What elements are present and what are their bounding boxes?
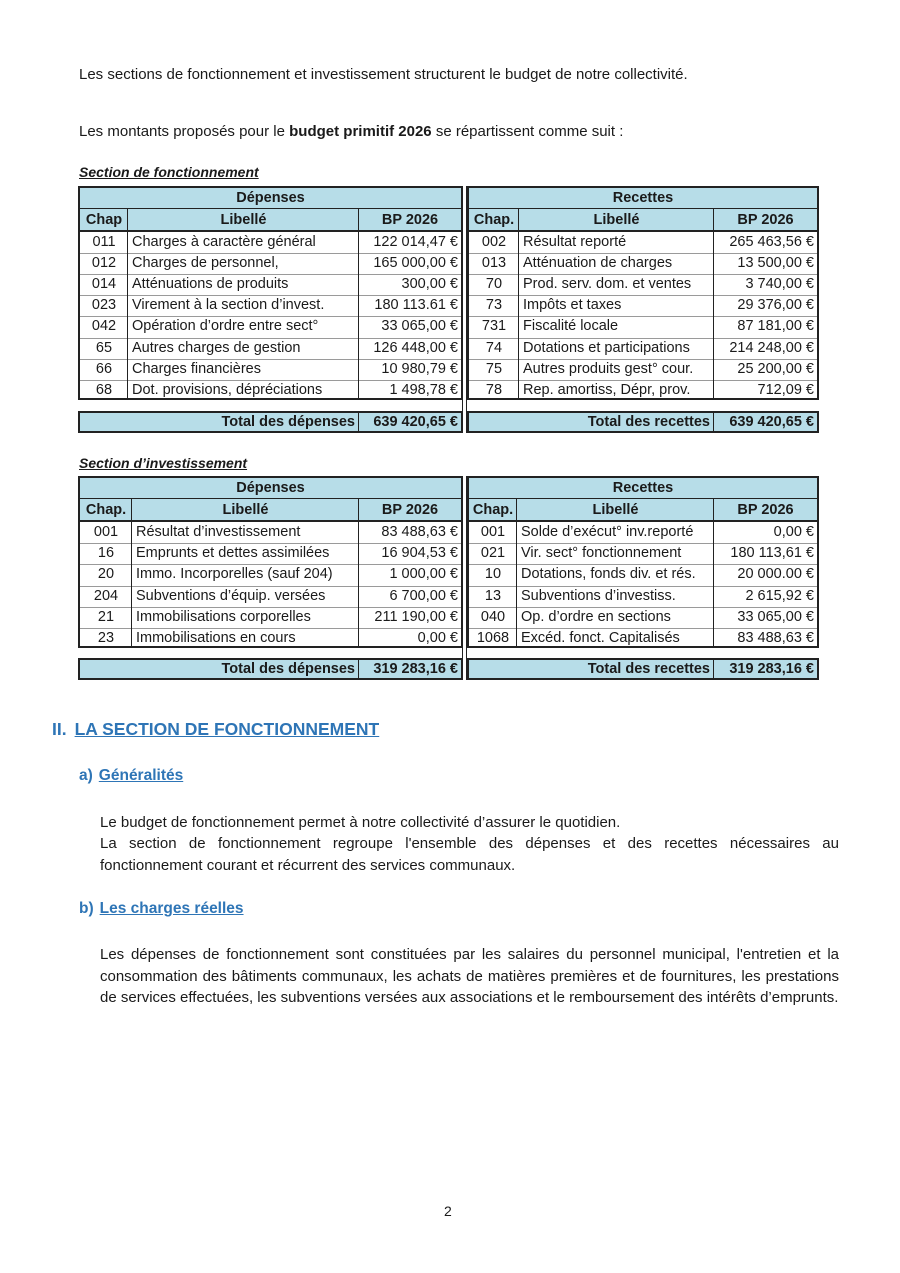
heading-number: II. — [52, 719, 67, 739]
column-divider — [358, 209, 359, 398]
libelle-cell: Autres produits gest° cour. — [523, 360, 694, 377]
total-label: Total des recettes — [587, 661, 710, 677]
recettes-grid — [467, 186, 819, 400]
libelle-cell: Fiscalité locale — [523, 318, 619, 335]
libelle-cell: Atténuation de charges — [523, 255, 673, 272]
libelle-cell: Charges de personnel, — [132, 255, 279, 272]
bp-cell: 180 113.61 € — [374, 297, 458, 314]
intro-paragraph: Les sections de fonctionnement et investissement structurent le budget de notre collectivité. — [79, 66, 688, 83]
chap-cell: 040 — [480, 608, 506, 625]
col-header-libelle: Libellé — [519, 209, 714, 231]
libelle-cell: Dot. provisions, dépréciations — [132, 381, 323, 398]
section-investissement-title: Section d’investissement — [79, 455, 248, 471]
bp-cell: 265 463,56 € — [729, 234, 814, 250]
depenses-total-row — [78, 411, 463, 433]
chap-cell: 70 — [485, 276, 503, 293]
libelle-cell: Résultat d’investissement — [136, 524, 301, 540]
row-divider — [469, 208, 817, 209]
chap-cell: 021 — [480, 545, 506, 562]
heading-title: LA SECTION DE FONCTIONNEMENT — [74, 719, 380, 739]
bp-cell: 16 904,53 € — [381, 545, 458, 562]
chap-cell: 731 — [481, 318, 507, 335]
column-divider — [127, 209, 128, 398]
chap-cell: 21 — [97, 608, 115, 625]
col-header-bp: BP 2026 — [359, 209, 461, 231]
chap-cell: 68 — [95, 381, 113, 398]
col-header-libelle: Libellé — [517, 499, 714, 521]
row-divider — [469, 498, 817, 499]
bp-cell: 87 181,00 € — [737, 318, 814, 335]
libelle-cell: Charges à caractère général — [132, 234, 316, 250]
subheading-title: Les charges réelles — [99, 900, 244, 917]
chap-cell: 75 — [485, 360, 503, 377]
subheading-title: Généralités — [98, 767, 184, 784]
libelle-cell: Emprunts et dettes assimilées — [136, 545, 330, 562]
chap-cell: 13 — [484, 587, 502, 604]
heading-generalites — [79, 767, 183, 785]
chap-cell: 014 — [91, 276, 117, 293]
intro-suffix: se répartissent comme suit : — [431, 123, 624, 140]
depenses-grid — [78, 476, 463, 648]
total-label: Total des recettes — [587, 414, 710, 430]
bp-cell: 33 065,00 € — [381, 318, 458, 335]
chap-cell: 78 — [485, 381, 503, 398]
libelle-cell: Excéd. fonct. Capitalisés — [521, 630, 680, 646]
libelle-cell: Immobilisations corporelles — [136, 608, 311, 625]
libelle-cell: Résultat reporté — [523, 234, 627, 250]
chap-cell: 001 — [93, 524, 119, 540]
bp-cell: 29 376,00 € — [737, 297, 814, 314]
libelle-cell: Virement à la section d’invest. — [132, 297, 325, 314]
bp-cell: 211 190,00 € — [374, 608, 458, 625]
bp-cell: 300,00 € — [401, 276, 458, 293]
depenses-total-row — [78, 658, 463, 680]
row-divider — [80, 208, 461, 209]
col-header-bp: BP 2026 — [714, 499, 817, 521]
bp-cell: 0,00 € — [773, 524, 814, 540]
bp-cell: 3 740,00 € — [745, 276, 814, 293]
col-header-chap: Chap. — [469, 499, 517, 521]
double-divider — [462, 186, 467, 433]
bp-cell: 20 000.00 € — [737, 566, 814, 583]
column-divider — [518, 209, 519, 398]
libelle-cell: Impôts et taxes — [523, 297, 622, 314]
recettes-total-row — [467, 411, 819, 433]
bp-cell: 214 248,00 € — [729, 339, 814, 356]
bp-cell: 0,00 € — [417, 630, 458, 646]
generalites-para2: La section de fonctionnement regroupe l'ensemble des dépenses et des recettes nécessaires au fonctionnement courant et récurrent des services communaux. — [100, 835, 839, 874]
bp-cell: 165 000,00 € — [373, 255, 458, 272]
subheading-label: a) — [79, 767, 93, 784]
total-label: Total des dépenses — [221, 661, 355, 677]
recettes-grid — [467, 476, 819, 648]
chap-cell: 16 — [97, 545, 115, 562]
libelle-cell: Rep. amortiss, Dépr, prov. — [523, 381, 691, 398]
bp-cell: 10 980,79 € — [381, 360, 458, 377]
depenses-group-header: Dépenses — [80, 478, 461, 499]
chap-cell: 74 — [485, 339, 503, 356]
col-header-chap: Chap — [80, 209, 128, 231]
bp-cell: 180 113,61 € — [730, 545, 814, 562]
chap-cell: 013 — [481, 255, 507, 272]
charges-reelles-para: Les dépenses de fonctionnement sont constituées par les salaires du personnel municipal, l'entretien et la consommation des bâtiments communaux, les achats de matières premières et de fournitures, les prestations de services effectuées, les subventions versées aux associations et le remboursement des intérêts d’emprunts. — [100, 946, 839, 1006]
bp-cell: 6 700,00 € — [389, 587, 458, 604]
generalites-para1: Le budget de fonctionnement permet à notre collectivité d’assurer le quotidien. — [100, 814, 621, 831]
column-divider — [516, 499, 517, 646]
intro-bold: budget primitif 2026 — [289, 123, 432, 140]
libelle-cell: Vir. sect° fonctionnement — [521, 545, 682, 562]
col-header-libelle: Libellé — [132, 499, 359, 521]
col-header-chap: Chap. — [469, 209, 519, 231]
bp-cell: 126 448,00 € — [373, 339, 458, 356]
recettes-group-header: Recettes — [469, 188, 817, 209]
total-value: 319 283,16 € — [729, 661, 814, 677]
bp-cell: 25 200,00 € — [737, 360, 814, 377]
chap-cell: 001 — [480, 524, 506, 540]
chap-cell: 10 — [484, 566, 502, 583]
bp-cell: 33 065,00 € — [737, 608, 814, 625]
depenses-grid — [78, 186, 463, 400]
total-value: 639 420,65 € — [373, 414, 458, 430]
intro-prefix: Les montants proposés pour le — [79, 123, 290, 140]
total-value: 319 283,16 € — [373, 661, 458, 677]
recettes-group-header: Recettes — [469, 478, 817, 499]
chap-cell: 204 — [93, 587, 119, 604]
intro-budget-sentence — [79, 121, 623, 143]
bp-cell: 2 615,92 € — [745, 587, 814, 604]
column-divider — [713, 209, 714, 398]
libelle-cell: Autres charges de gestion — [132, 339, 301, 356]
chap-cell: 023 — [91, 297, 117, 314]
subheading-label: b) — [79, 900, 94, 917]
depenses-group-header: Dépenses — [80, 188, 461, 209]
libelle-cell: Dotations et participations — [523, 339, 690, 356]
chap-cell: 042 — [91, 318, 117, 335]
libelle-cell: Solde d’exécut° inv.reporté — [521, 524, 694, 540]
bp-cell: 13 500,00 € — [737, 255, 814, 272]
bp-cell: 122 014,47 € — [373, 234, 458, 250]
col-header-bp: BP 2026 — [359, 499, 461, 521]
chap-cell: 002 — [481, 234, 507, 250]
double-divider — [462, 476, 467, 680]
chap-cell: 73 — [485, 297, 503, 314]
libelle-cell: Charges financières — [132, 360, 261, 377]
col-header-bp: BP 2026 — [714, 209, 817, 231]
libelle-cell: Immobilisations en cours — [136, 630, 296, 646]
chap-cell: 23 — [97, 630, 115, 646]
chap-cell: 65 — [95, 339, 113, 356]
chap-cell: 20 — [97, 566, 115, 583]
bp-cell: 712,09 € — [757, 381, 814, 398]
bp-cell: 1 498,78 € — [389, 381, 458, 398]
chap-cell: 012 — [91, 255, 117, 272]
libelle-cell: Subventions d’investiss. — [521, 587, 676, 604]
libelle-cell: Prod. serv. dom. et ventes — [523, 276, 692, 293]
row-divider — [80, 498, 461, 499]
bp-cell: 83 488,63 € — [381, 524, 458, 540]
column-divider — [131, 499, 132, 646]
section-fonctionnement-title: Section de fonctionnement — [79, 164, 259, 180]
recettes-total-row — [467, 658, 819, 680]
column-divider — [713, 499, 714, 646]
column-divider — [358, 499, 359, 646]
bp-cell: 1 000,00 € — [389, 566, 458, 583]
libelle-cell: Subventions d’équip. versées — [136, 587, 326, 604]
chap-cell: 1068 — [476, 630, 510, 646]
bp-cell: 83 488,63 € — [737, 630, 814, 646]
heading-section-2 — [52, 719, 379, 740]
libelle-cell: Dotations, fonds div. et rés. — [521, 566, 696, 583]
libelle-cell: Immo. Incorporelles (sauf 204) — [136, 566, 333, 583]
col-header-libelle: Libellé — [128, 209, 359, 231]
chap-cell: 66 — [95, 360, 113, 377]
chap-cell: 011 — [92, 234, 116, 250]
page-number: 2 — [444, 1203, 452, 1219]
libelle-cell: Opération d’ordre entre sect° — [132, 318, 319, 335]
libelle-cell: Atténuations de produits — [132, 276, 289, 293]
libelle-cell: Op. d’ordre en sections — [521, 608, 671, 625]
heading-charges-reelles — [79, 900, 244, 918]
total-label: Total des dépenses — [221, 414, 355, 430]
col-header-chap: Chap. — [80, 499, 132, 521]
total-value: 639 420,65 € — [729, 414, 814, 430]
